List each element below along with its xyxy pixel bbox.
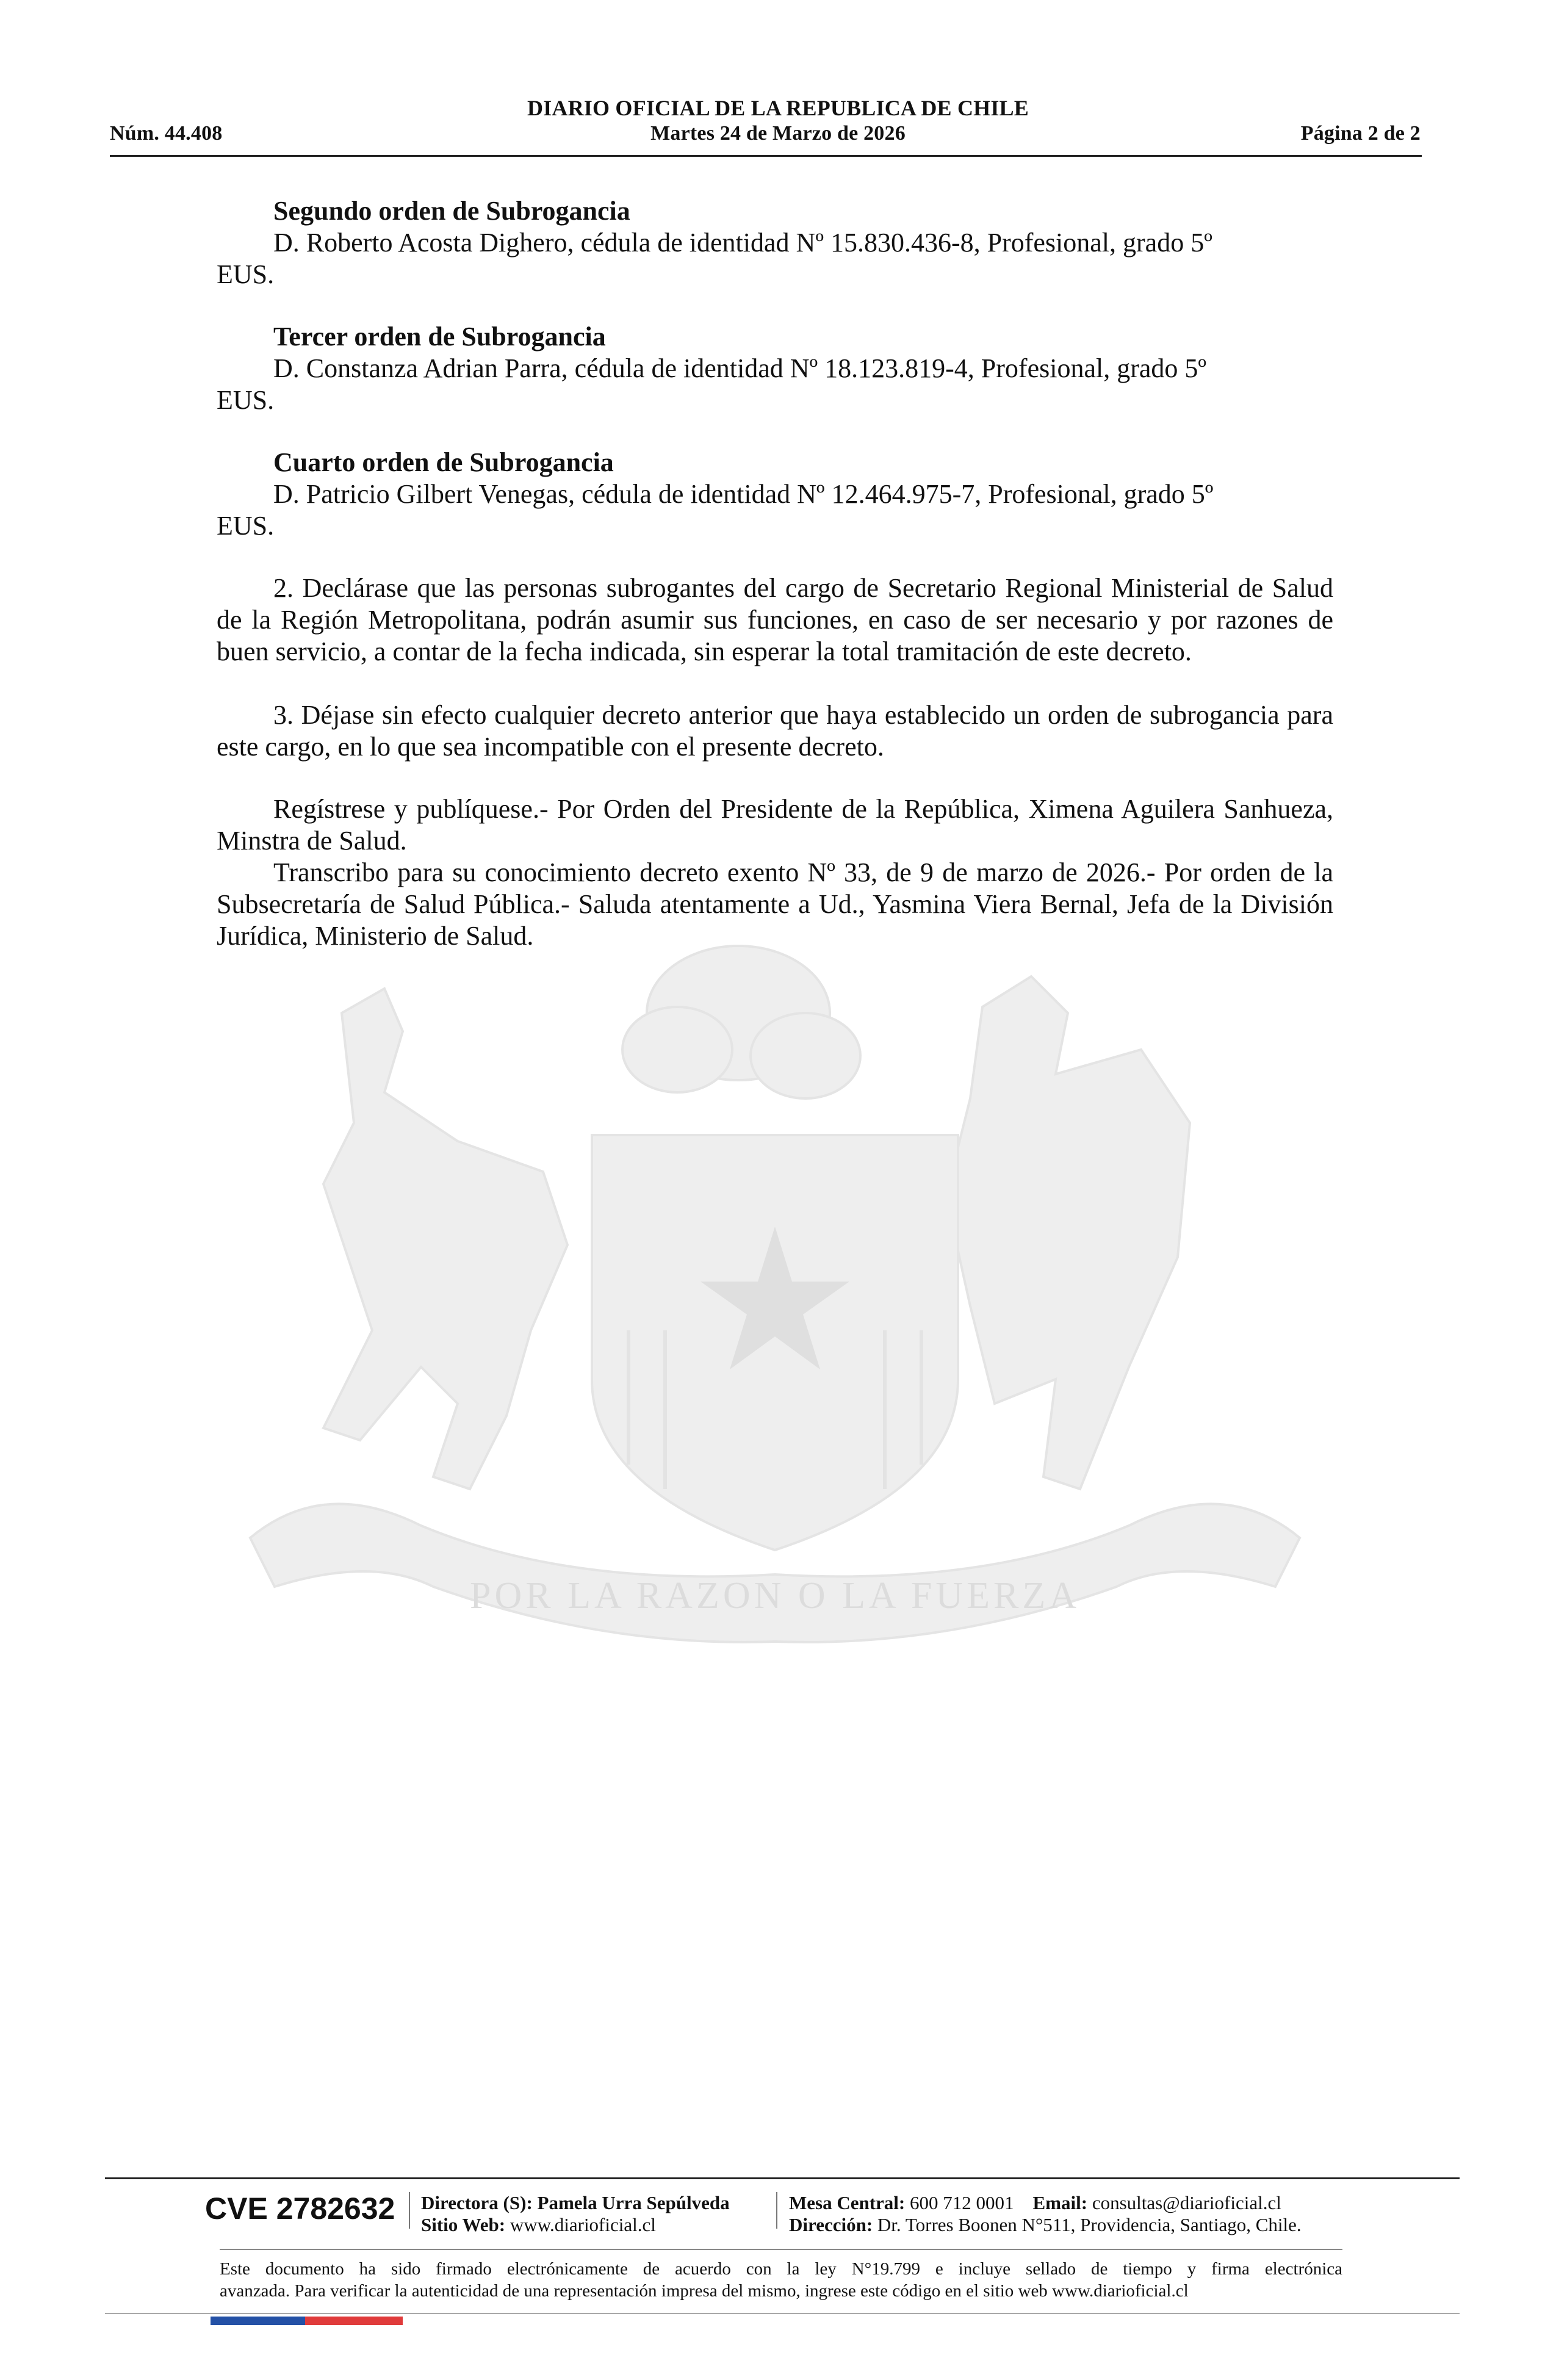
footer-separator [409,2192,410,2229]
article-3-paragraph: 3. Déjase sin efecto cualquier decreto anterior que haya establecido un orden de subrogancia para este cargo, en lo que sea incompatible con el presente decreto. [217,700,1333,762]
third-order-text-cont: EUS. [217,385,275,415]
page-indicator: Página 2 de 2 [1300,122,1421,145]
second-order-line1: D. Roberto Acosta Dighero, cédula de identidad Nº 15.830.436-8, Profesional, grado 5º [273,228,1212,258]
footer-bottom-rule [105,2313,1460,2314]
footer-address [789,2214,1302,2236]
director-label: Directora (S): Pamela Urra Sepúlveda [421,2192,730,2213]
footer-separator [776,2192,777,2229]
mesa-phone: 600 712 0001 [910,2192,1014,2213]
legal-notice-line1: Este documento ha sido firmado electrónicamente de acuerdo con la ley N°19.799 e incluye sellado de tiempo y firma electrónica [220,2259,1342,2279]
flag-stripe-blue [211,2317,305,2325]
second-order-text-cont: EUS. [217,259,275,289]
second-order-text [217,227,1333,259]
fourth-order-heading: Cuarto orden de Subrogancia [273,447,614,477]
footer-contact [789,2192,1281,2214]
address-value: Dr. Torres Boonen N°511, Providencia, Santiago, Chile. [877,2214,1302,2235]
website-label: Sitio Web: [421,2214,506,2235]
transcription-paragraph: Transcribo para su conocimiento decreto exento Nº 33, de 9 de marzo de 2026.- Por orden de la Subsecretaría de Salud Pública.- Saluda atentamente a Ud., Yasmina Viera Bernal, Jefa de la División Jurídica, Ministerio de Salud. [217,857,1333,951]
issue-number: Núm. 44.408 [110,122,223,145]
footer-top-rule [105,2177,1460,2179]
mesa-label: Mesa Central: [789,2192,906,2213]
footer-website [421,2214,656,2236]
cve-code: CVE 2782632 [205,2191,395,2226]
header-divider [110,155,1422,157]
article-2-paragraph: 2. Declárase que las personas subrogantes del cargo de Secretario Regional Ministerial de Salud de la Región Metropolitana, podrán asumir sus funciones, en caso de ser necesario y por razones de buen servicio, a contar de la fecha indicada, sin esperar la total tramitación de este decreto. [217,573,1333,666]
footer-director [421,2192,730,2214]
coat-of-arms-watermark [201,940,1349,1672]
third-order-text [217,353,1333,384]
second-order-heading: Segundo orden de Subrogancia [273,196,630,226]
email-label: Email: [1032,2192,1088,2213]
website-link[interactable]: www.diarioficial.cl [510,2214,656,2235]
third-order-heading: Tercer orden de Subrogancia [273,322,606,352]
third-order-line1: D. Constanza Adrian Parra, cédula de identidad Nº 18.123.819-4, Profesional, grado 5º [273,353,1207,383]
footer-mid-rule [220,2249,1342,2250]
flag-stripe-red [305,2317,403,2325]
fourth-order-text [217,478,1333,510]
closing-signature-paragraph: Regístrese y publíquese.- Por Orden del Presidente de la República, Ximena Aguilera Sanhueza, Minstra de Salud. [217,794,1333,856]
legal-notice-line2: avanzada. Para verificar la autenticidad de una representación impresa del mismo, ingrese este código en el sitio web www.diarioficial.cl [220,2281,1189,2301]
fourth-order-line1: D. Patricio Gilbert Venegas, cédula de identidad Nº 12.464.975-7, Profesional, grado 5º [273,479,1214,509]
newspaper-title: DIARIO OFICIAL DE LA REPUBLICA DE CHILE [527,96,1029,120]
address-label: Dirección: [789,2214,873,2235]
watermark-motto: POR LA RAZON O LA FUERZA [469,1575,1081,1617]
email-link[interactable]: consultas@diarioficial.cl [1092,2192,1281,2213]
fourth-order-text-cont: EUS. [217,511,275,541]
issue-date: Martes 24 de Marzo de 2026 [650,122,906,145]
